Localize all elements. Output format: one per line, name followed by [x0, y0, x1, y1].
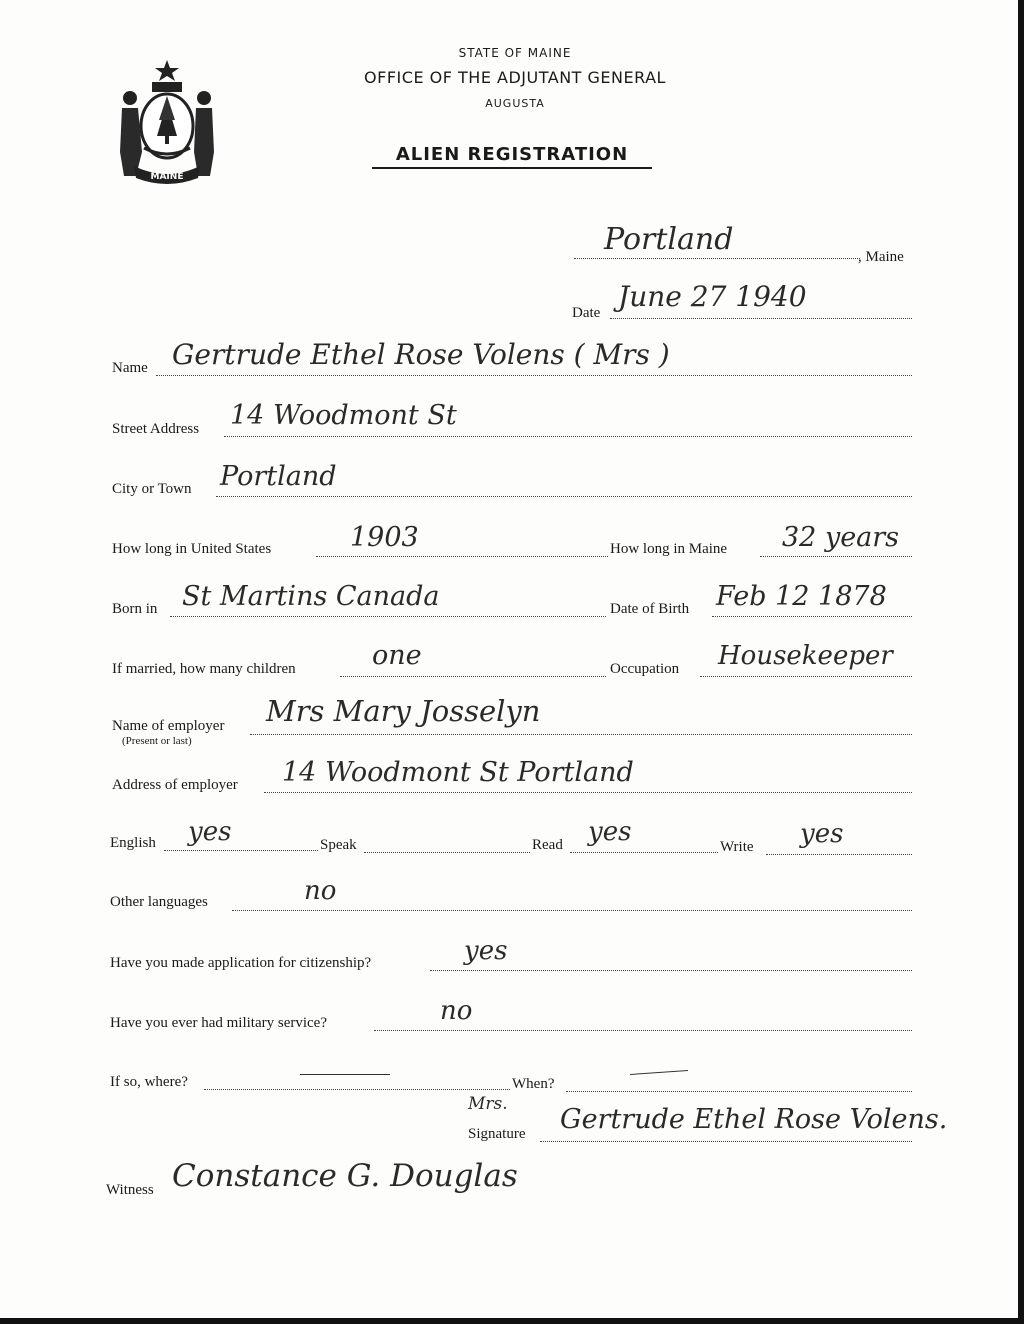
city-line [216, 496, 912, 497]
born-in-label: Born in [112, 601, 158, 617]
employer-address-label: Address of employer [112, 777, 238, 793]
children-line [340, 676, 606, 677]
read-value[interactable]: yes [588, 817, 632, 847]
how-long-us-value[interactable]: 1903 [350, 522, 419, 553]
scan-border-bottom [0, 1318, 1024, 1324]
place-line [574, 258, 860, 259]
city-value[interactable]: Portland [220, 461, 337, 492]
military-value[interactable]: no [440, 996, 473, 1026]
street-address-value[interactable]: 14 Woodmont St [230, 400, 457, 431]
employer-address-line [264, 792, 912, 793]
read-label: Read [532, 837, 563, 853]
witness-label: Witness [106, 1182, 154, 1198]
citizenship-value[interactable]: yes [464, 936, 508, 966]
svg-text:MAINE: MAINE [150, 172, 184, 182]
children-value[interactable]: one [372, 640, 422, 671]
name-value[interactable]: Gertrude Ethel Rose Volens ( Mrs ) [172, 338, 670, 371]
date-of-birth-label: Date of Birth [610, 601, 690, 617]
occupation-label: Occupation [610, 661, 680, 677]
city-label: City or Town [112, 481, 192, 497]
if-so-where-dash [300, 1074, 390, 1075]
how-long-us-line [316, 556, 608, 557]
how-long-maine-value[interactable]: 32 years [782, 522, 900, 553]
witness-value[interactable]: Constance G. Douglas [172, 1158, 518, 1194]
speak-label: Speak [320, 837, 357, 853]
english-label: English [110, 835, 156, 851]
how-long-maine-label: How long in Maine [610, 541, 728, 557]
employer-name-value[interactable]: Mrs Mary Josselyn [266, 694, 541, 728]
write-line [766, 854, 912, 855]
date-of-birth-line [712, 616, 912, 617]
date-value[interactable]: June 27 1940 [618, 280, 807, 313]
citizenship-label: Have you made application for citizenship? [110, 955, 372, 971]
state-heading: STATE OF MAINE [458, 46, 572, 60]
employer-name-label: Name of employer [112, 718, 225, 734]
place-value[interactable]: Portland [604, 222, 734, 257]
speak-line [364, 852, 530, 853]
scan-border-right [1018, 0, 1024, 1324]
occupation-value[interactable]: Housekeeper [718, 641, 893, 671]
date-of-birth-value[interactable]: Feb 12 1878 [716, 581, 887, 612]
when-line [566, 1091, 912, 1092]
when-dash [630, 1070, 688, 1075]
signature-line [540, 1141, 912, 1142]
born-in-line [170, 616, 606, 617]
if-so-where-line [204, 1089, 510, 1090]
write-value[interactable]: yes [800, 819, 844, 849]
state-seal-icon [112, 56, 222, 186]
city-heading: AUGUSTA [485, 97, 545, 110]
how-long-us-label: How long in United States [112, 541, 272, 557]
employer-name-sublabel: (Present or last) [122, 735, 192, 747]
signature-value[interactable]: Gertrude Ethel Rose Volens. [560, 1104, 948, 1135]
employer-name-line [250, 734, 912, 735]
citizenship-line [430, 970, 912, 971]
maine-label: , Maine [858, 249, 904, 265]
name-line [156, 375, 912, 376]
employer-address-value[interactable]: 14 Woodmont St Portland [282, 757, 634, 788]
date-line [610, 318, 912, 319]
military-line [374, 1030, 912, 1031]
street-address-line [224, 436, 912, 437]
occupation-line [700, 676, 912, 677]
name-label: Name [112, 360, 148, 376]
office-heading: OFFICE OF THE ADJUTANT GENERAL [364, 68, 666, 87]
street-address-label: Street Address [112, 421, 200, 437]
military-label: Have you ever had military service? [110, 1015, 327, 1031]
born-in-value[interactable]: St Martins Canada [182, 581, 440, 612]
form-title: ALIEN REGISTRATION [372, 144, 652, 169]
when-label: When? [512, 1076, 555, 1092]
write-label: Write [720, 839, 754, 855]
english-value[interactable]: yes [188, 817, 232, 847]
signature-label: Signature [468, 1126, 526, 1142]
if-so-where-label: If so, where? [110, 1074, 188, 1090]
signature-prefix: Mrs. [468, 1094, 508, 1114]
english-line [164, 850, 318, 851]
date-label: Date [572, 305, 601, 321]
other-languages-value[interactable]: no [304, 876, 337, 906]
children-label: If married, how many children [112, 661, 296, 677]
read-line [570, 852, 718, 853]
how-long-maine-line [760, 556, 912, 557]
other-languages-label: Other languages [110, 894, 208, 910]
other-languages-line [232, 910, 912, 911]
